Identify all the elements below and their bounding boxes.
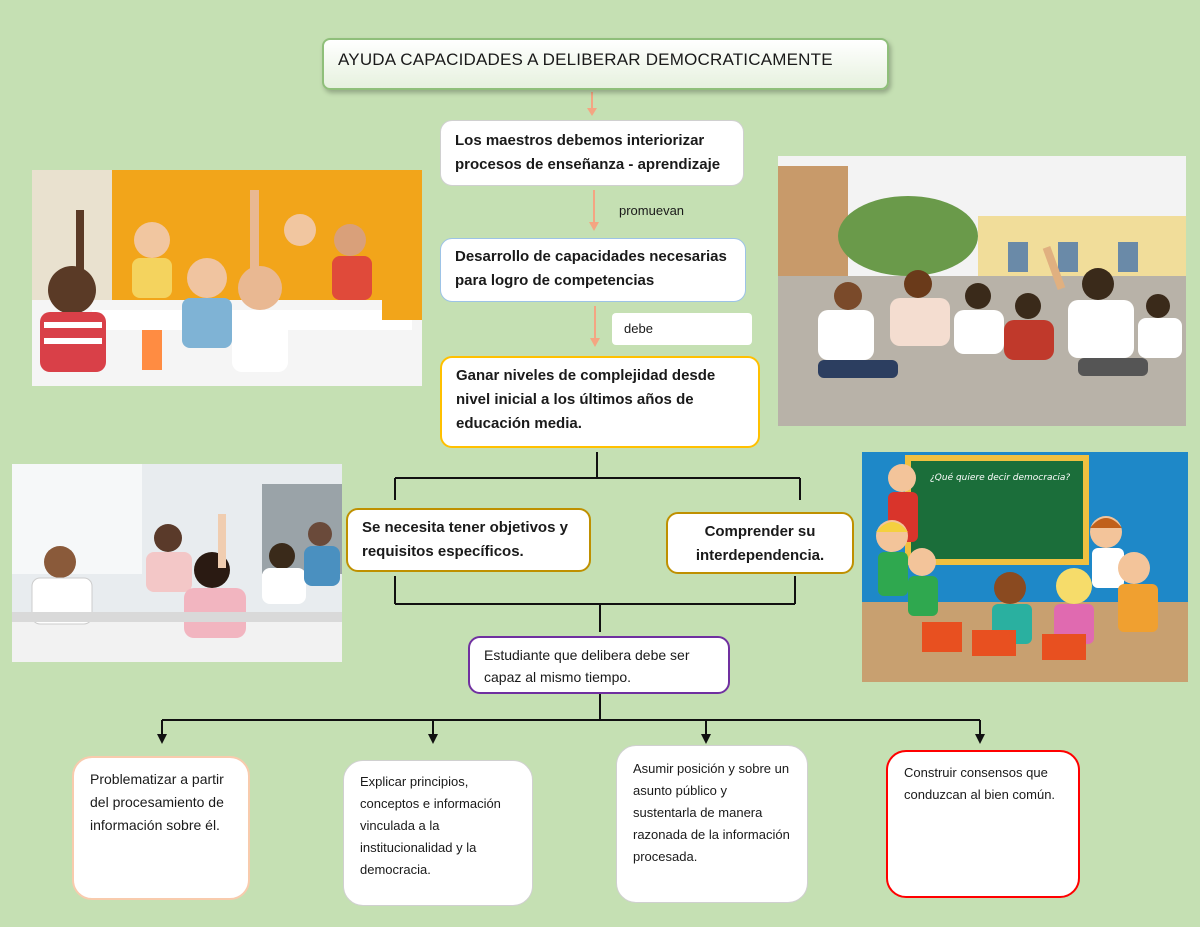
tree-arrowheads <box>157 734 985 744</box>
photo-classroom-raising-hands <box>12 464 342 662</box>
node-problematizar: Problematizar a partir del procesamiento de información sobre él. <box>72 756 250 900</box>
arrowhead-maestros <box>589 222 599 231</box>
link-label-promuevan: promuevan <box>619 203 685 218</box>
node-construir: Construir consensos que conduzcan al bien común. <box>886 750 1080 898</box>
node-asumir: Asumir posición y sobre un asunto público y sustentarla de manera razonada de la información procesada. <box>616 745 808 903</box>
arrowhead-desarrollo <box>590 338 600 347</box>
chalkboard-text: ¿Qué quiere decir democracia? <box>930 473 1071 483</box>
cartoon-democracy-classroom <box>862 452 1188 682</box>
node-desarrollo: Desarrollo de capacidades necesarias para logro de competencias <box>440 238 746 302</box>
node-explicar: Explicar principios, conceptos e información vinculada a la institucionalidad y la democracia. <box>343 760 533 906</box>
link-label-debe: debe <box>612 313 752 345</box>
node-objetivos: Se necesita tener objetivos y requisitos específicos. <box>346 508 591 572</box>
photo-students-sitting-outdoors <box>778 156 1186 426</box>
node-ganar: Ganar niveles de complejidad desde nivel inicial a los últimos años de educación media. <box>440 356 760 448</box>
node-estudiante: Estudiante que delibera debe ser capaz al mismo tiempo. <box>468 636 730 694</box>
node-comprender: Comprender su interdependencia. <box>666 512 854 574</box>
arrowhead-title <box>587 108 597 116</box>
node-maestros: Los maestros debemos interiorizar procesos de enseñanza - aprendizaje <box>440 120 744 186</box>
photo-kids-raising-hands <box>32 170 422 386</box>
diagram-title: AYUDA CAPACIDADES A DELIBERAR DEMOCRATICAMENTE <box>322 38 889 90</box>
